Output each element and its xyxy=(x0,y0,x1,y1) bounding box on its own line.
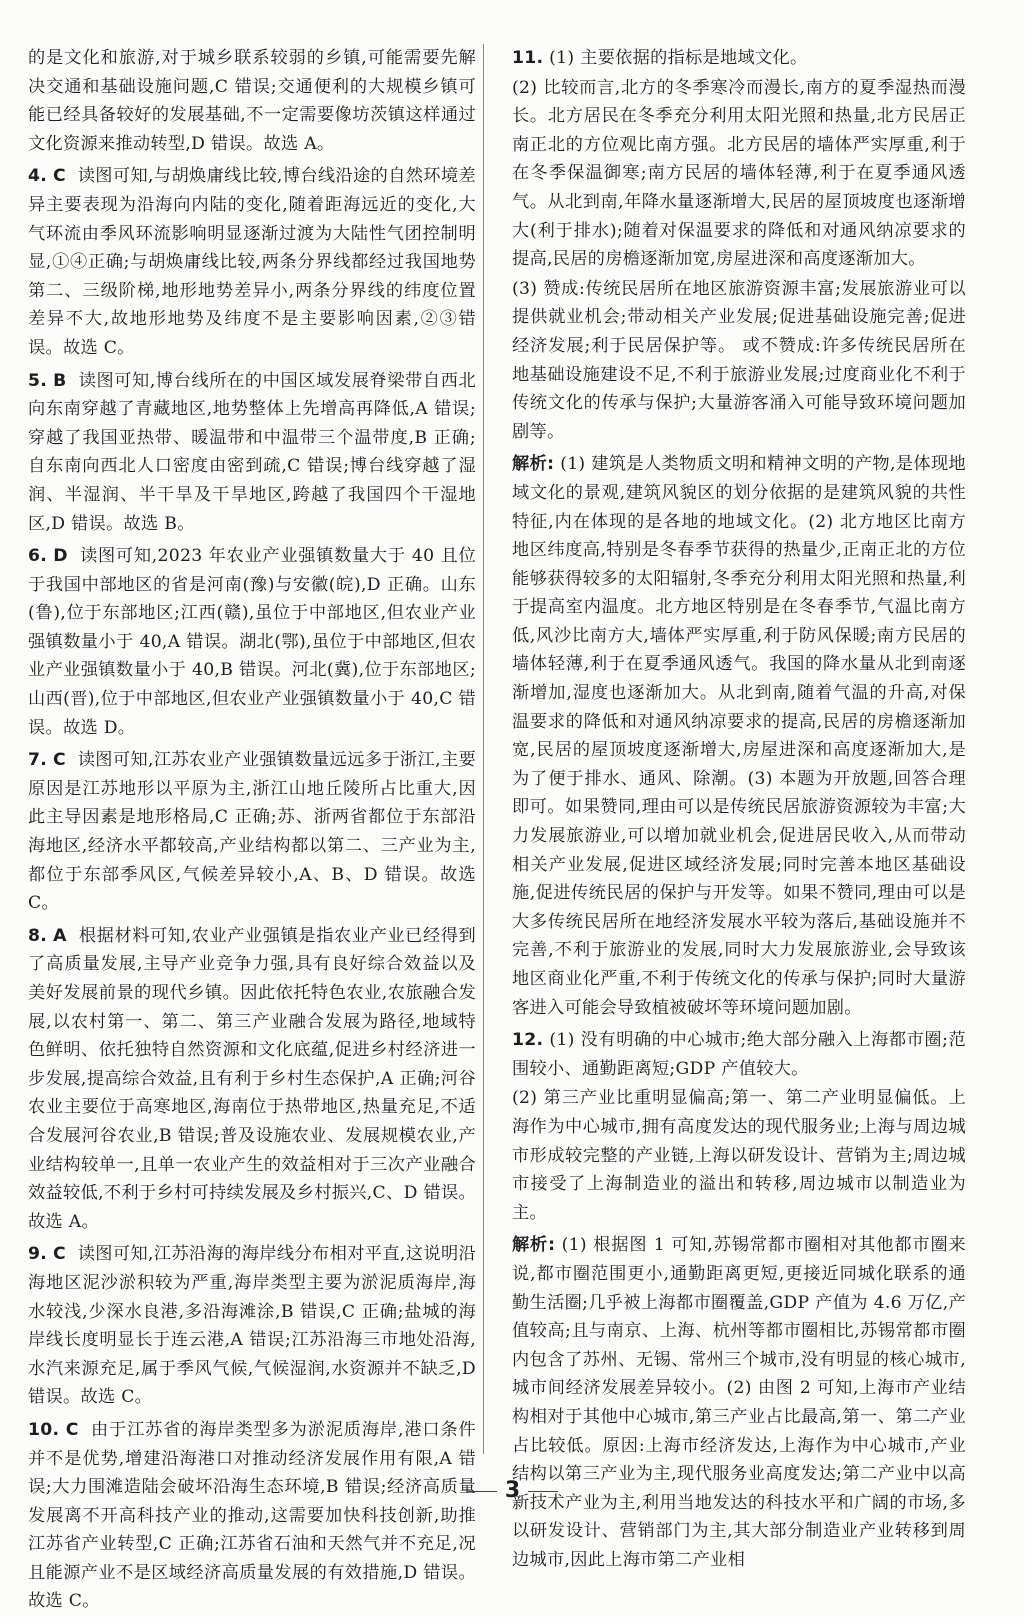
answer-8 xyxy=(28,922,476,1237)
page-top-margin xyxy=(0,0,1025,14)
analysis-text: (1) 建筑是人类物质文明和精神文明的产物,是体现地域文化的景观,建筑风貌区的划分依据的是建筑风貌的共性特征,内在体现的是各地的地域文化。(2) 北方地区比南方地区纬度高,特别是冬春季节获得的热量少,正南正北的方位能够获得较多的太阳辐射,冬季充分利用太阳光照和热量,利于提高室内温度。北方地区特别是在冬春季节,气温比南方低,风沙比南方大,墙体严实厚重,利于防风保暖;南方民居的墙体轻薄,利于在夏季通风透气。我国的降水量从北到南逐渐增加,湿度也逐渐加大。从北到南,随着气温的升高,对保温要求的降低和对通风纳凉要求的提高,民居的房檐逐渐加宽,民居的屋顶坡度逐渐增大,房屋进深和高度逐渐加大,是为了便于排水、通风、除潮。(3) 本题为开放题,回答合理即可。如果赞同,理由可以是传统民居旅游资源较为丰富;大力发展旅游业,可以增加就业机会,促进居民收入,从而带动相关产业发展,促进区域经济发展;同时完善本地区基础设施,促进传统民居的保护与开发等。如果不赞同,理由可以是大多传统民居所在地经济发展水平较为落后,基础设施并不完善,不利于旅游业的发展,同时大力发展旅游业,会导致该地区商业化严重,不利于传统文化的传承与保护;同时大量游客进入可能会导致植被破坏等环境问题加剧。 xyxy=(512,454,967,1018)
question-number: 9. xyxy=(28,1244,48,1265)
answer-explanation: 根据材料可知,农业产业强镇是指农业产业已经得到了高质量发展,主导产业竞争力强,具有良好综合效益以及美好发展前景的现代乡镇。因此依托特色农业,农旅融合发展,以农村第一、第二、第三产业融合发展为路径,地域特色鲜明、依托独特自然资源和文化底蕴,促进乡村经济进一步发展,提高综合效益,且有利于乡村生态保护,A 正确;河谷农业主要位于高寒地区,海南位于热带地区,热量充足,不适合发展河谷农业,B 错误;普及设施农业、发展规模农业,产业结构较单一,且单一农业产生的效益相对于三次产业融合效益较低,不利于乡村可持续发展及乡村振兴,C、D 错误。故选 A。 xyxy=(28,925,477,1232)
answer-explanation: 读图可知,江苏农业产业强镇数量远远多于浙江,主要原因是江苏地形以平原为主,浙江山地丘陵所占比重大,因此主导因素是地形格局,C 正确;苏、浙两省都位于东部沿海地区,经济水平都较高,产业结构都以第二、三产业为主,都位于东部季风区,气候差异较小,A、B、D 错误。故选 C。 xyxy=(28,750,477,914)
answer-12-analysis xyxy=(512,1231,966,1574)
question-number: 4. xyxy=(28,166,48,187)
question-number: 6. xyxy=(28,546,48,567)
question-number: 7. xyxy=(28,750,48,771)
answer-choice: C xyxy=(52,750,66,771)
left-column xyxy=(28,44,476,1617)
answer-text: (2) 第三产业比重明显偏高;第一、第二产业明显偏低。上海作为中心城市,拥有高度发达的现代服务业;上海与周边城市形成较完整的产业链,上海以研发设计、营销为主;周边城市接受了上海制造业的溢出和转移,周边城市以制造业为主。 xyxy=(512,1088,966,1223)
answer-9 xyxy=(28,1240,476,1412)
answer-explanation: 读图可知,与胡焕庸线比较,博台线沿途的自然环境差异主要表现为沿海向内陆的变化,随着距海远近的变化,大气环流由季风环流影响明显逐渐过渡为大陆性气团控制明显,①④正确;与胡焕庸线比较,两条分界线都经过我国地势第二、三级阶梯,地形地势差异小,两条分界线的纬度位置差异不大,故地形地势及纬度不是主要影响因素,②③错误。故选 C。 xyxy=(28,166,477,358)
answer-5 xyxy=(28,367,476,539)
answer-3-continued: 的是文化和旅游,对于城乡联系较弱的乡镇,可能需要先解决交通和基础设施问题,C 错误;交通便利的大规模乡镇可能已经具备较好的发展基础,不一定需要像坊茨镇这样通过文化资源来推动转型,D 错误。故选 A。 xyxy=(28,48,476,154)
answer-12-part-1 xyxy=(512,1026,966,1083)
answer-12-part-2 xyxy=(512,1084,966,1227)
answer-choice: C xyxy=(52,1244,66,1265)
answer-text: (1) 主要依据的指标是地域文化。 xyxy=(549,48,808,68)
footer-dash-right xyxy=(528,1491,558,1492)
answer-11-analysis xyxy=(512,450,966,1022)
column-divider xyxy=(483,44,484,1454)
answer-explanation: 读图可知,2023 年农业产业强镇数量大于 40 且位于我国中部地区的省是河南(豫)与安徽(皖),D 正确。山东(鲁),位于东部地区;江西(赣),虽位于中部地区,但农业产业强镇数量小于 40,A 错误。湖北(鄂),虽位于中部地区,但农业产业强镇数量小于 40,B 错误。河北(冀),位于东部地区;山西(晋),位于中部地区,但农业产业强镇数量小于 40,C 错误。故选 D。 xyxy=(28,546,477,738)
answer-choice: C xyxy=(52,166,66,187)
answer-11-part-1 xyxy=(512,44,966,73)
answer-text: (3) 赞成:传统民居所在地区旅游资源丰富;发展旅游业可以提供就业机会;带动相关产业发展;促进基础设施完善;促进经济发展;利于民居保护等。 或不赞成:许多传统民居所在地基础设施建设不足,不利于旅游业发展;过度商业化不利于传统文化的传承与保护;大量游客涌入可能导致环境问题加剧等。 xyxy=(512,278,966,442)
answer-10 xyxy=(28,1416,476,1616)
right-column xyxy=(512,44,966,1575)
analysis-label: 解析: xyxy=(512,1235,556,1256)
answer-text: (1) 没有明确的中心城市;绝大部分融入上海都市圈;范围较小、通勤距离短;GDP 产值较大。 xyxy=(512,1030,967,1079)
answer-choice: D xyxy=(53,546,68,567)
answer-explanation: 读图可知,博台线所在的中国区域发展脊梁带自西北向东南穿越了青藏地区,地势整体上先增高再降低,A 错误;穿越了我国亚热带、暖温带和中温带三个温带度,B 正确;自东南向西北人口密度由密到疏,C 错误;博台线穿越了湿润、半湿润、半干旱及干旱地区,跨越了我国四个干湿地区,D 错误。故选 B。 xyxy=(28,370,476,534)
answer-explanation: 读图可知,江苏沿海的海岸线分布相对平直,这说明沿海地区泥沙淤积较为严重,海岸类型主要为淤泥质海岸,海水较浅,少深水良港,多沿海滩涂,B 错误,C 正确;盐城的海岸线长度明显长于连云港,A 错误;江苏沿海三市地处沿海,水汽来源充足,属于季风气候,气候湿润,水资源并不缺乏,D 错误。故选 C。 xyxy=(28,1244,477,1408)
answer-11-part-2 xyxy=(512,74,966,274)
page-footer xyxy=(0,1478,1025,1503)
question-number: 8. xyxy=(28,925,48,946)
answer-explanation: 由于江苏省的海岸类型多为淤泥质海岸,港口条件并不是优势,增建沿海港口对推动经济发展作用有限,A 错误;大力围滩造陆会破坏沿海生态环境,B 错误;经济高质量发展离不开高科技产业的推动,这需要加快科技创新,助推江苏省产业转型,C 正确;江苏省石油和天然气并不充足,况且能源产业不是区域经济高质量发展的有效措施,D 错误。故选 C。 xyxy=(28,1419,476,1612)
answer-4 xyxy=(28,162,476,362)
question-number: 5. xyxy=(28,370,48,391)
answer-choice: A xyxy=(53,925,67,946)
answer-choice: B xyxy=(53,370,67,391)
page-number: 3 xyxy=(504,1478,521,1503)
question-number: 11. xyxy=(512,48,544,68)
answer-text: (2) 比较而言,北方的冬季寒冷而漫长,南方的夏季湿热而漫长。北方居民在冬季充分利用太阳光照和热量,北方民居正南正北的方位观比南方强。北方民居的墙体严实厚重,利于在冬季保温御寒;南方民居的墙体轻薄,利于在夏季通风透气。从北到南,年降水量逐渐增大,民居的屋顶坡度也逐渐增大(利于排水);随着对保温要求的降低和对通风纳凉要求的提高,民居的房檐逐渐加宽,房屋进深和高度逐渐加大。 xyxy=(512,77,966,270)
footer-dash-left xyxy=(467,1491,497,1492)
answer-7 xyxy=(28,746,476,918)
question-number: 10. xyxy=(28,1419,60,1440)
analysis-label: 解析: xyxy=(512,454,555,475)
answer-11-part-3 xyxy=(512,275,966,447)
question-number: 12. xyxy=(512,1030,544,1051)
analysis-text: (1) 根据图 1 可知,苏锡常都市圈相对其他都市圈来说,都市圈范围更小,通勤距离更短,更接近同城化联系的通勤生活圈;几乎被上海都市圈覆盖,GDP 产值为 4.6 万亿,产值较高;且与南京、上海、杭州等都市圈相比,苏锡常都市圈内包含了苏州、无锡、常州三个城市,没有明显的核心城市,城市间经济发展差异较小。(2) 由图 2 可知,上海市产业结构相对于其他中心城市,第三产业占比最高,第一、第二产业占比较低。原因:上海市经济发达,上海作为中心城市,产业结构以第三产业为主,现代服务业高度发达;第二产业中以高新技术产业为主,利用当地发达的科技水平和广阔的市场,多以研发设计、营销部门为主,其大部分制造业产业转移到周边城市,因此上海市第二产业相 xyxy=(512,1235,966,1570)
answer-choice: C xyxy=(65,1419,79,1440)
answer-6 xyxy=(28,542,476,742)
